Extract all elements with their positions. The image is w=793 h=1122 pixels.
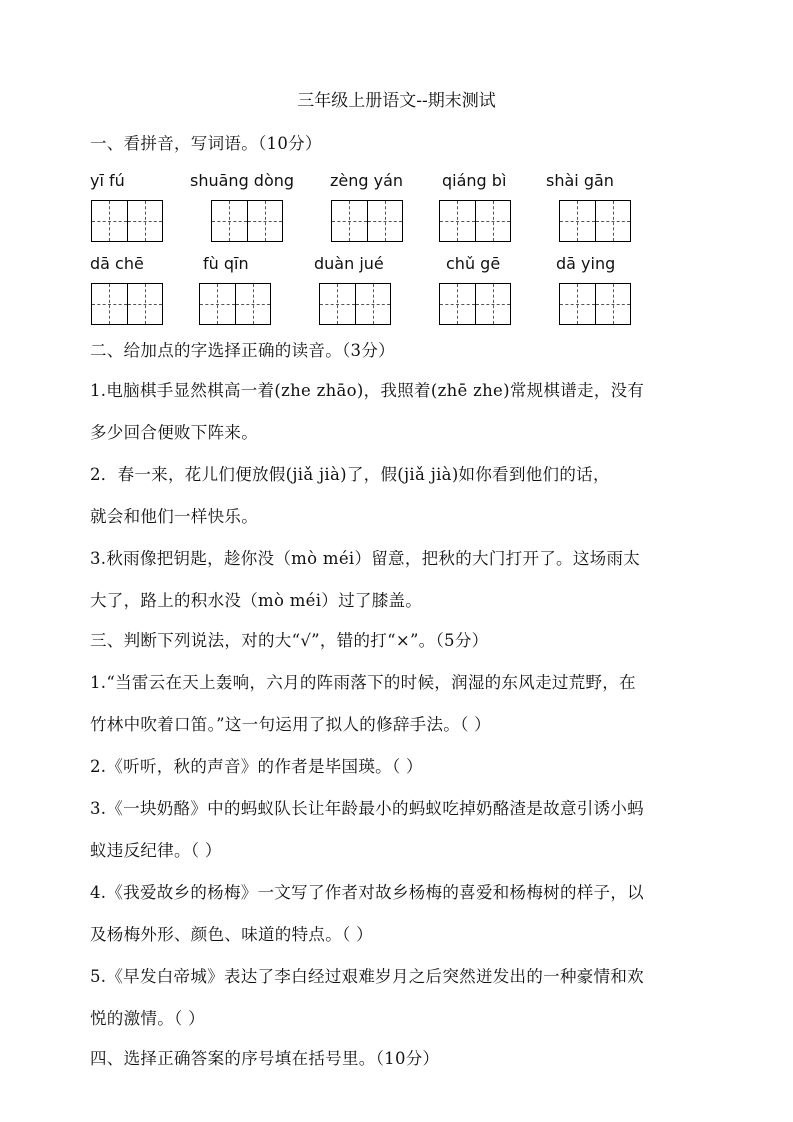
pinyin-2-4: chǔ gē <box>446 254 501 273</box>
pinyin-2-5: dā ying <box>556 254 616 273</box>
pinyin-1-3: zèng yán <box>330 171 404 190</box>
writing-box[interactable] <box>439 200 511 242</box>
section3-line: 5.《早发白帝城》表达了李白经过艰难岁月之后突然迸发出的一种豪情和欢 <box>90 967 644 986</box>
section3-line: 1.“当雷云在天上轰响，六月的阵雨落下的时候，润湿的东风走过荒野，在 <box>90 673 636 692</box>
writing-box[interactable] <box>319 283 391 325</box>
writing-box[interactable] <box>211 200 283 242</box>
section2-line: 3.秋雨像把钥匙，趁你没（mò méi）留意，把秋的大门打开了。这场雨太 <box>90 549 641 568</box>
section3-line: 及杨梅外形、颜色、味道的特点。（ ） <box>90 925 373 944</box>
writing-box[interactable] <box>91 200 163 242</box>
section2-heading: 二、给加点的字选择正确的读音。（3分） <box>90 341 395 360</box>
writing-boxes-row-2 <box>0 283 793 327</box>
writing-box[interactable] <box>331 200 403 242</box>
writing-boxes-row-1 <box>0 200 793 244</box>
pinyin-1-2: shuāng dòng <box>190 171 295 190</box>
pinyin-2-3: duàn jué <box>314 254 384 273</box>
writing-box[interactable] <box>439 283 511 325</box>
pinyin-1-5: shài gān <box>546 171 614 190</box>
section3-line: 2.《听听，秋的声音》的作者是毕国瑛。（ ） <box>90 757 423 776</box>
pinyin-row-1 <box>0 171 793 195</box>
page-title: 三年级上册语文--期末测试 <box>297 91 496 111</box>
pinyin-1-1: yī fú <box>90 171 125 190</box>
section2-line: 多少回合便败下阵来。 <box>90 423 258 442</box>
section3-line: 竹林中吹着口笛。”这一句运用了拟人的修辞手法。（ ） <box>90 715 491 734</box>
writing-box[interactable] <box>199 283 271 325</box>
writing-box[interactable] <box>559 200 631 242</box>
pinyin-1-4: qiáng bì <box>442 171 507 190</box>
section2-line: 就会和他们一样快乐。 <box>90 507 258 526</box>
pinyin-2-2: fù qīn <box>203 254 249 273</box>
writing-box[interactable] <box>559 283 631 325</box>
section4-heading: 四、选择正确答案的序号填在括号里。（10分） <box>90 1049 440 1068</box>
section3-line: 4.《我爱故乡的杨梅》一文写了作者对故乡杨梅的喜爱和杨梅树的样子，以 <box>90 883 644 902</box>
section3-line: 悦的激情。（ ） <box>90 1009 205 1028</box>
section3-line: 3.《一块奶酪》中的蚂蚁队长让年龄最小的蚂蚁吃掉奶酪渣是故意引诱小蚂 <box>90 799 644 818</box>
writing-box[interactable] <box>91 283 163 325</box>
section1-heading: 一、看拼音，写词语。（10分） <box>90 134 322 153</box>
section2-line: 2．春一来，花儿们便放假(jiǎ jià)了，假(jiǎ jià)如你看到他们的话， <box>90 465 610 484</box>
pinyin-2-1: dā chē <box>90 254 144 273</box>
section2-line: 大了，路上的积水没（mò méi）过了膝盖。 <box>90 591 423 610</box>
section3-heading: 三、判断下列说法，对的大“√”，错的打“×”。（5分） <box>90 631 489 650</box>
pinyin-row-2 <box>0 254 793 278</box>
section3-line: 蚁违反纪律。（ ） <box>90 841 222 860</box>
section2-line: 1.电脑棋手显然棋高一着(zhe zhāo)，我照着(zhē zhe)常规棋谱走，没有 <box>90 381 645 400</box>
